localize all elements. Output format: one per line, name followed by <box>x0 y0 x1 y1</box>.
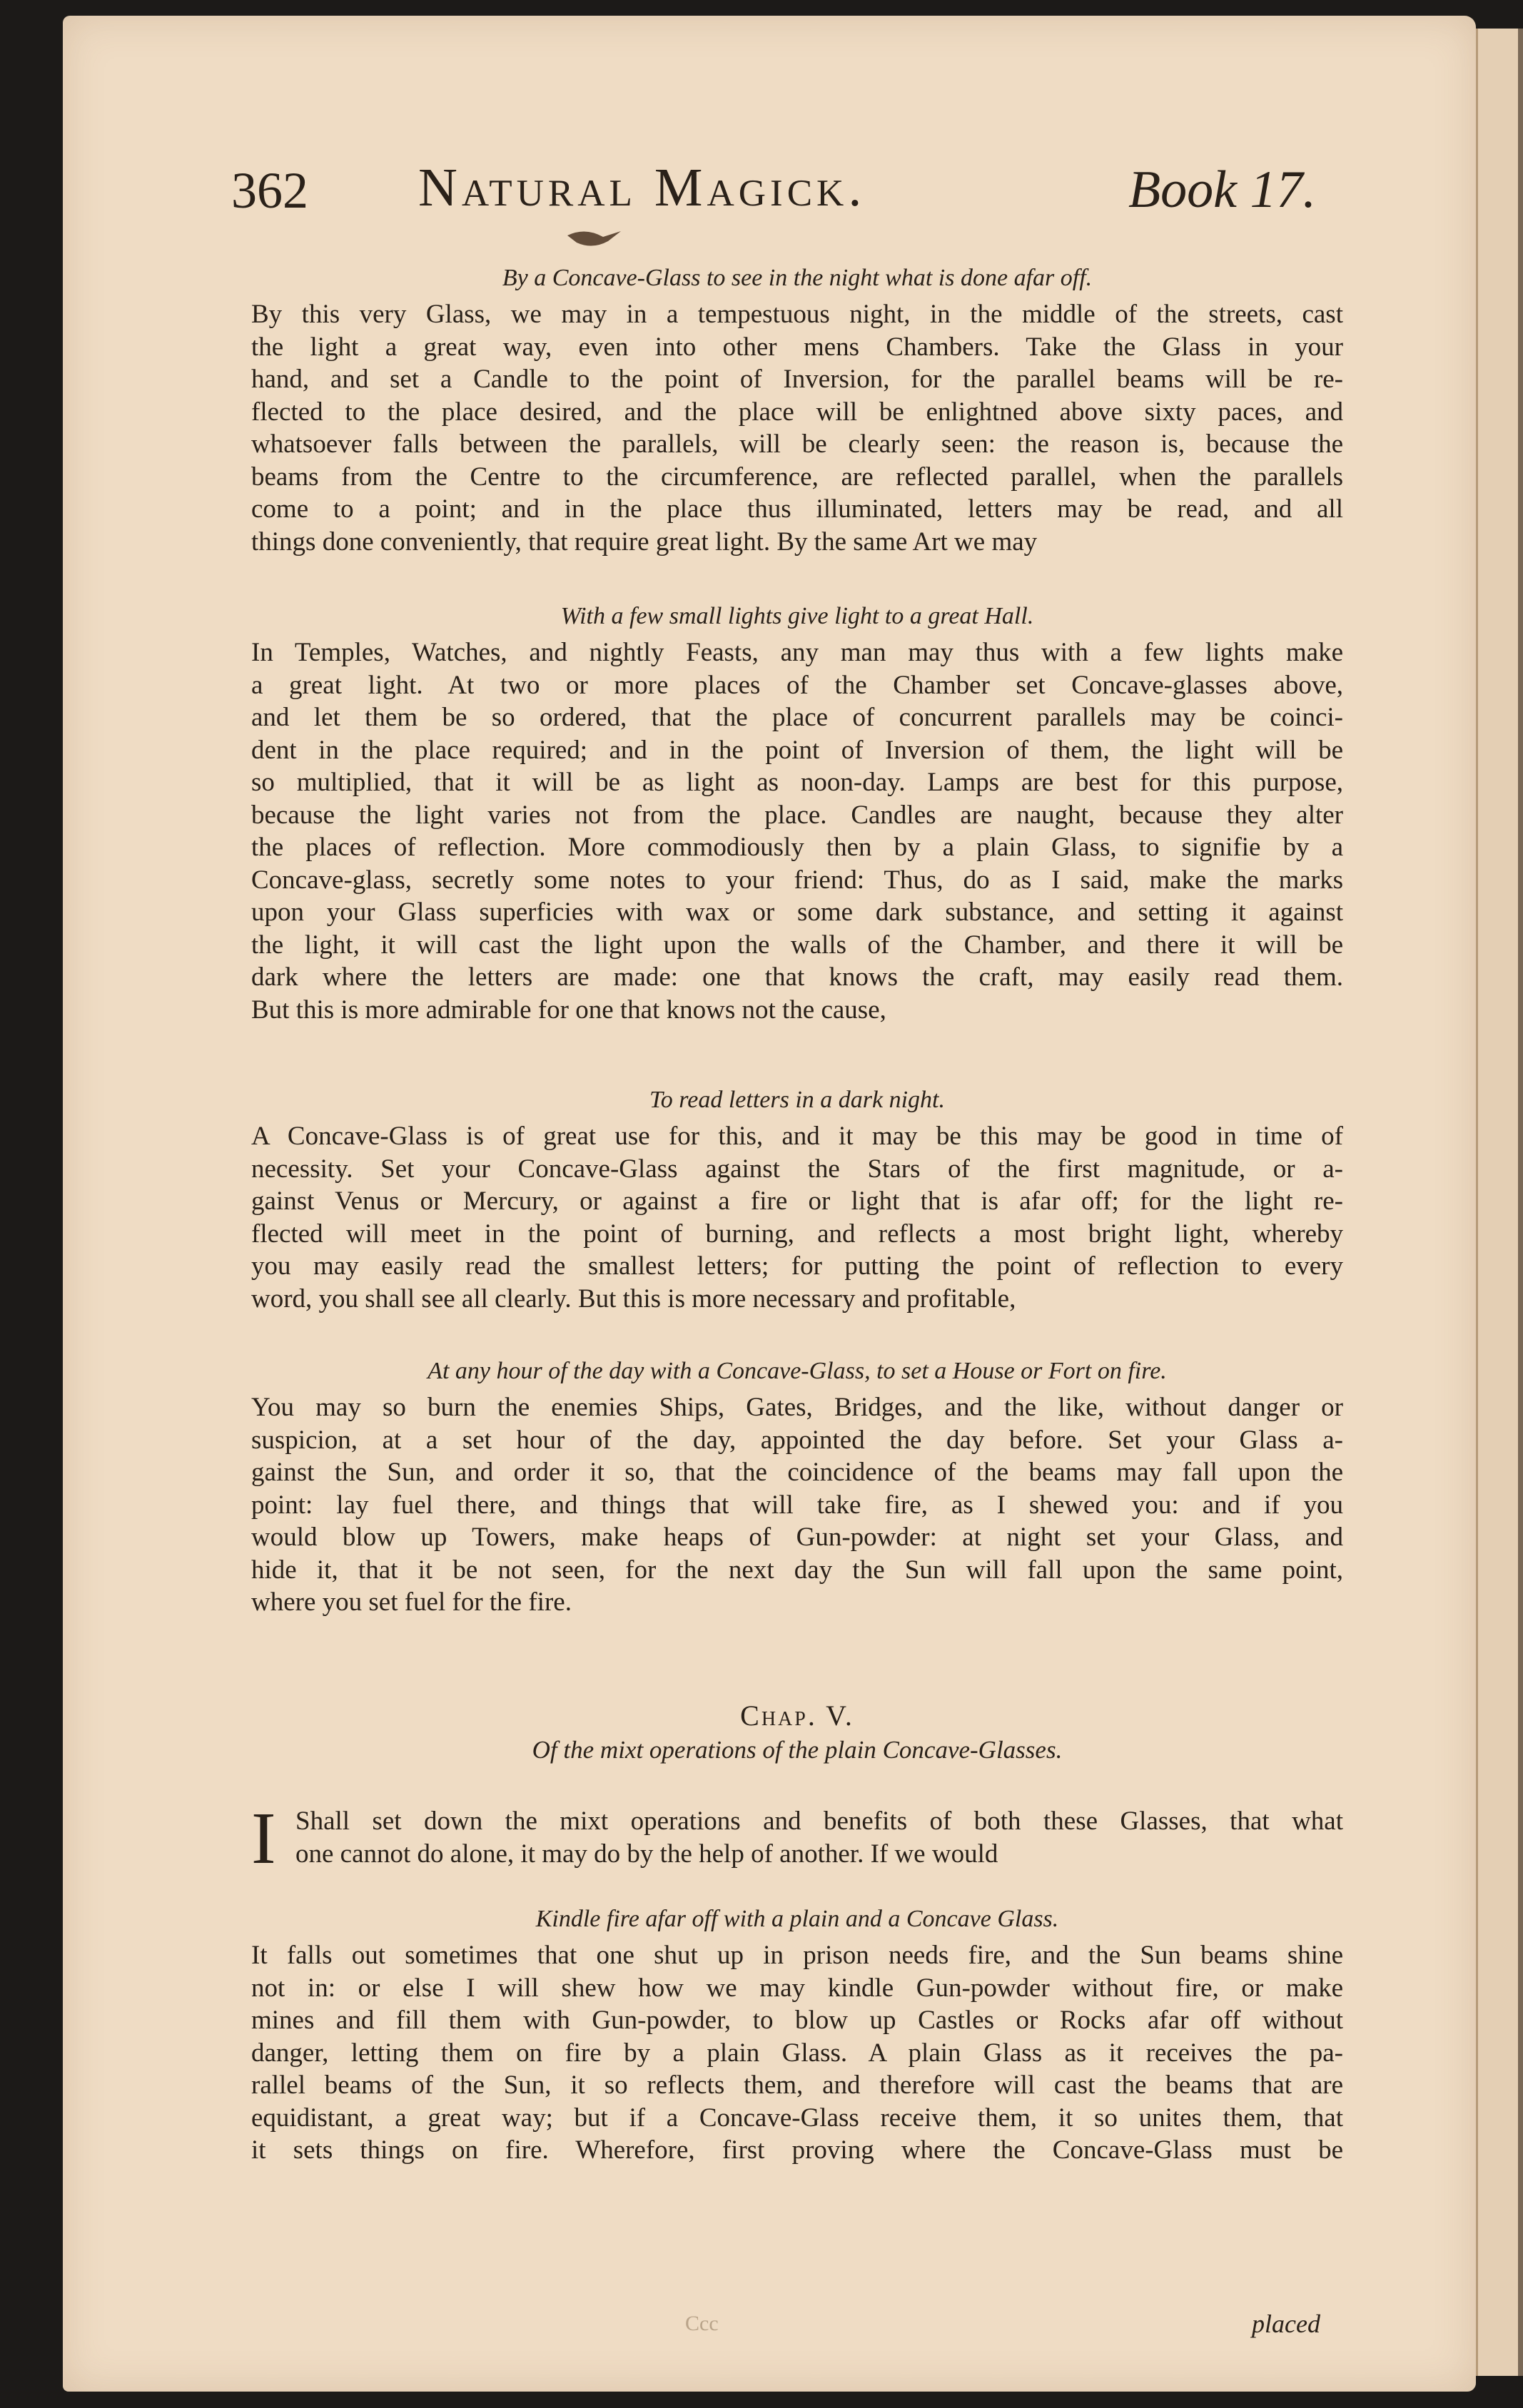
book-number: Book 17. <box>1128 161 1316 219</box>
chapter-heading <box>251 1698 1343 1767</box>
text-line: hand, and set a Candle to the point of Inversion, for the parallel beams will be re- <box>251 365 1343 394</box>
text-line: upon your Glass superficies with wax or some dark substance, and setting it against <box>251 898 1343 927</box>
section-set-fire <box>251 1356 1343 1619</box>
text-line: come to a point; and in the place thus illuminated, letters may be read, and all <box>251 494 1343 524</box>
chapter-intro <box>251 1797 1343 1879</box>
text-line: the light, it will cast the light upon the walls of the Chamber, and there it will be <box>251 930 1343 960</box>
text-line: it sets things on fire. Wherefore, first proving where the Concave-Glass must be <box>251 2135 1343 2165</box>
text-line: hide it, that it be not seen, for the next day the Sun will fall upon the same point, <box>251 1555 1343 1585</box>
text-line: flected will meet in the point of burning, and reflects a most bright light, whereby <box>251 1219 1343 1249</box>
text-line: because the light varies not from the place. Candles are naught, because they alter <box>251 800 1343 830</box>
text-line: You may so burn the enemies Ships, Gates, Bridges, and the like, without danger or <box>251 1393 1343 1422</box>
section-concave-night <box>251 263 1343 558</box>
text-line: equidistant, a great way; but if a Concave-Glass receive them, it so unites them, that <box>251 2103 1343 2133</box>
text-line: Concave-glass, secretly some notes to your friend: Thus, do as I said, make the marks <box>251 865 1343 895</box>
section-dark-night <box>251 1084 1343 1315</box>
text-line: necessity. Set your Concave-Glass against the Stars of the first magnitude, or a- <box>251 1154 1343 1184</box>
text-line: so multiplied, that it will be as light as noon-day. Lamps are best for this purpose, <box>251 768 1343 797</box>
folio-number: 362 <box>231 162 308 219</box>
section-heading: Kindle fire afar off with a plain and a Concave Glass. <box>535 1906 1059 1932</box>
text-line: point: lay fuel there, and things that will take fire, as I shewed you: and if you <box>251 1490 1343 1520</box>
signature-mark: Ccc <box>685 2312 719 2335</box>
section-heading: By a Concave-Glass to see in the night what is done afar off. <box>502 265 1093 291</box>
text-line: you may easily read the smallest letters; for putting the point of reflection to every <box>251 1251 1343 1281</box>
drop-cap: I <box>251 1797 276 1879</box>
text-line: the light a great way, even into other mens Chambers. Take the Glass in your <box>251 332 1343 362</box>
chapter-title: Chap. V. <box>740 1700 854 1732</box>
text-line: whatsoever falls between the parallels, will be clearly seen: the reason is, because the <box>251 430 1343 459</box>
section-kindle-fire <box>251 1904 1343 2167</box>
text-line: not in: or else I will shew how we may kindle Gun-powder without fire, or make <box>251 1973 1343 2003</box>
text-line: dent in the place required; and in the point of Inversion of them, the light will be <box>251 735 1343 765</box>
section-heading: With a few small lights give light to a great Hall. <box>560 603 1034 629</box>
ink-blot-mark <box>564 221 628 257</box>
text-line: danger, letting them on fire by a plain Glass. A plain Glass as it receives the pa- <box>251 2038 1343 2068</box>
text-line: A Concave-Glass is of great use for this, and it may be this may be good in time of <box>251 1122 1343 1151</box>
chapter-subtitle: Of the mixt operations of the plain Concave-Glasses. <box>532 1736 1063 1764</box>
running-title: Natural Magick. <box>418 158 866 218</box>
text-line: a great light. At two or more places of the Chamber set Concave-glasses above, <box>251 670 1343 700</box>
text-line: where you set fuel for the fire. <box>251 1587 572 1617</box>
text-line: Shall set down the mixt operations and benefits of both these Glasses, that what <box>295 1807 1343 1836</box>
section-heading: At any hour of the day with a Concave-Glass, to set a House or Fort on fire. <box>427 1358 1167 1384</box>
text-line: In Temples, Watches, and nightly Feasts, any man may thus with a few lights make <box>251 638 1343 667</box>
text-line: mines and fill them with Gun-powder, to blow up Castles or Rocks afar off without <box>251 2006 1343 2035</box>
text-line: rallel beams of the Sun, it so reflects them, and therefore will cast the beams that are <box>251 2071 1343 2100</box>
text-line: gainst Venus or Mercury, or against a fire or light that is afar off; for the light re- <box>251 1187 1343 1216</box>
text-line: By this very Glass, we may in a tempestuous night, in the middle of the streets, cast <box>251 300 1343 329</box>
text-line: and let them be so ordered, that the place of concurrent parallels may be coinci- <box>251 703 1343 732</box>
text-line: beams from the Centre to the circumference, are reflected parallel, when the parallels <box>251 462 1343 492</box>
text-line: flected to the place desired, and the place will be enlightned above sixty paces, and <box>251 397 1343 427</box>
text-line: one cannot do alone, it may do by the help of another. If we would <box>295 1839 998 1869</box>
page-header <box>231 157 1330 243</box>
text-line: dark where the letters are made: one that knows the craft, may easily read them. <box>251 962 1343 992</box>
text-line: would blow up Towers, make heaps of Gun-powder: at night set your Glass, and <box>251 1523 1343 1552</box>
text-line: the places of reflection. More commodiously then by a plain Glass, to signifie by a <box>251 833 1343 862</box>
text-line: But this is more admirable for one that knows not the cause, <box>251 995 886 1025</box>
text-line: things done conveniently, that require great light. By the same Art we may <box>251 527 1038 557</box>
text-line: word, you shall see all clearly. But this is more necessary and profitable, <box>251 1284 1016 1314</box>
text-line: gainst the Sun, and order it so, that the coincidence of the beams may fall upon the <box>251 1458 1343 1487</box>
section-heading: To read letters in a dark night. <box>649 1087 945 1113</box>
text-line: suspicion, at a set hour of the day, appointed the day before. Set your Glass a- <box>251 1425 1343 1455</box>
text-line: It falls out sometimes that one shut up in prison needs fire, and the Sun beams shine <box>251 1941 1343 1970</box>
catchword: placed <box>1252 2310 1320 2338</box>
section-few-lights <box>251 601 1343 1026</box>
book-edge <box>1518 29 1523 2376</box>
next-page-edge <box>1476 29 1523 2376</box>
